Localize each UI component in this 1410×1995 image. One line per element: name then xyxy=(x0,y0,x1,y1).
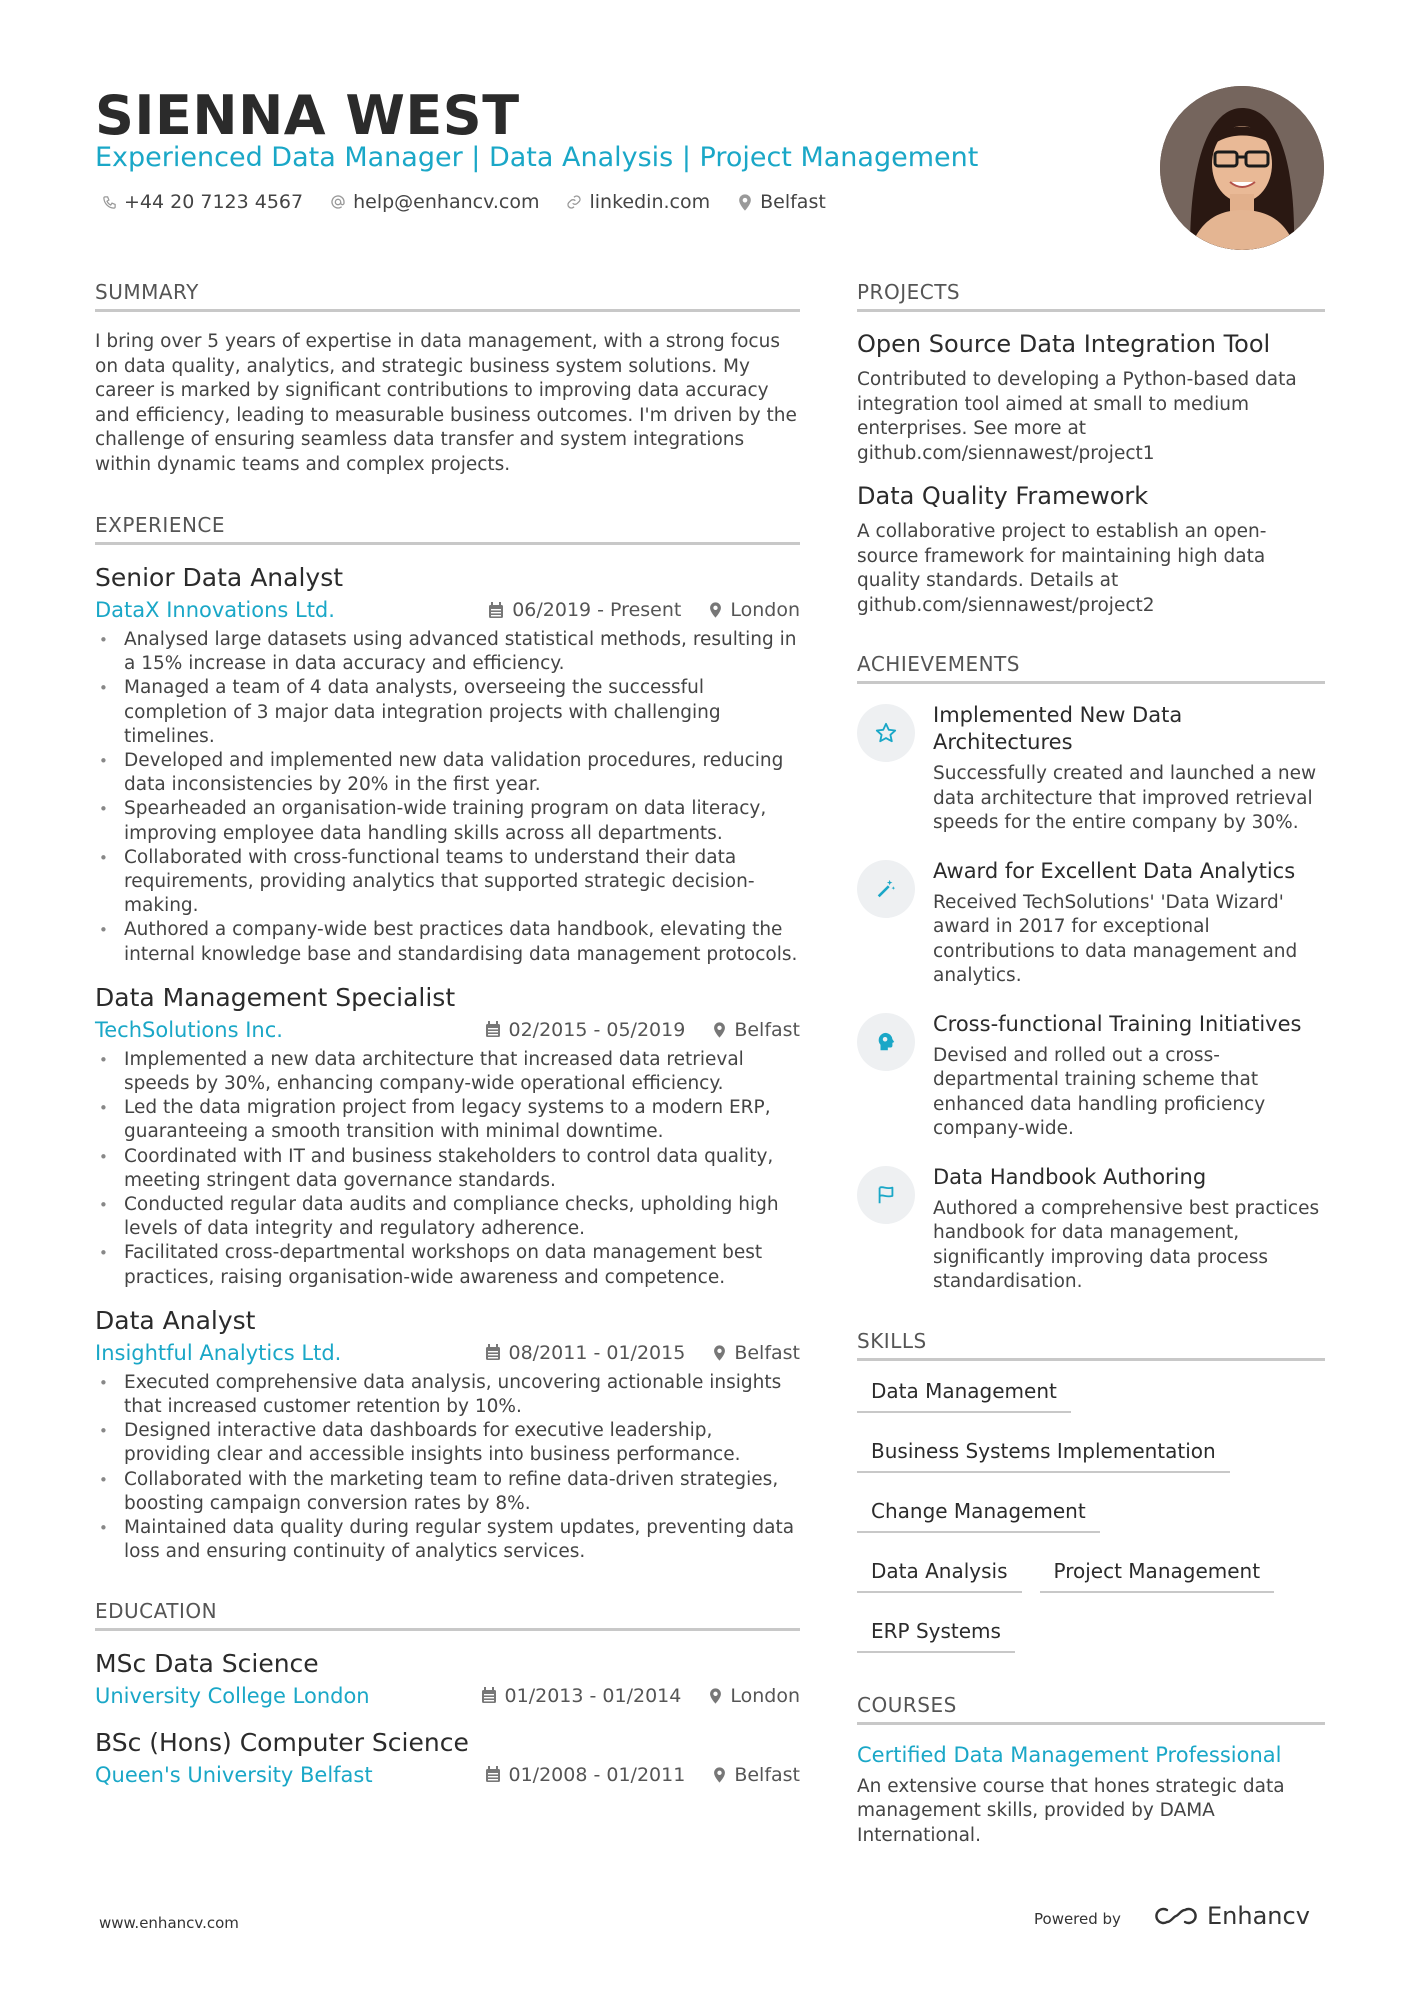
achievements-heading: ACHIEVEMENTS xyxy=(857,652,1325,684)
achievement-entry xyxy=(857,1164,1325,1295)
linkedin-text: linkedin.com xyxy=(589,191,711,213)
job-bullet: • Implemented a new data architecture that increased data retrieval speeds by 30%, enhancing company-wide operational efficiency. xyxy=(95,1048,800,1096)
course-title: Certified Data Management Professional xyxy=(857,1742,1282,1767)
contact-phone xyxy=(100,191,303,213)
experience-section xyxy=(95,513,800,1565)
job-company: TechSolutions Inc. xyxy=(95,1017,283,1042)
phone-icon xyxy=(100,193,118,211)
education-location: London xyxy=(730,1684,800,1707)
achievement-description: Received TechSolutions' 'Data Wizard' award in 2017 for exceptional contributions to data management and analytics. xyxy=(933,891,1298,986)
achievement-entry xyxy=(857,858,1325,989)
job-bullet: • Managed a team of 4 data analysts, overseeing the successful completion of 3 major data integration projects with challenging timelines. xyxy=(95,676,800,749)
skills-section xyxy=(857,1329,1325,1653)
location-pin-icon xyxy=(713,1345,726,1361)
flag-icon xyxy=(857,1166,915,1224)
courses-section xyxy=(857,1693,1325,1849)
education-meta-right xyxy=(485,1764,801,1786)
education-degree: BSc (Hons) Computer Science xyxy=(95,1727,469,1757)
achievement-body xyxy=(933,858,1325,989)
achievement-description: Successfully created and launched a new data architecture that improved retrieval speeds for the entire company by 30%. xyxy=(933,763,1317,833)
achievement-title: Data Handbook Authoring xyxy=(933,1164,1207,1189)
profile-photo xyxy=(1160,86,1324,250)
skill-tag: ERP Systems xyxy=(857,1615,1015,1653)
education-meta xyxy=(95,1763,800,1787)
job-role: Data Management Specialist xyxy=(95,982,456,1012)
job-location: London xyxy=(730,599,800,621)
skills-list xyxy=(857,1375,1277,1653)
education-dates: 01/2013 - 01/2014 xyxy=(504,1684,682,1707)
education-location: Belfast xyxy=(734,1763,800,1786)
skill-tag: Project Management xyxy=(1040,1555,1275,1593)
location-pin-icon xyxy=(709,1688,722,1704)
achievement-title: Cross-functional Training Initiatives xyxy=(933,1011,1302,1036)
job-bullet: • Collaborated with the marketing team to refine data-driven strategies, boosting campaign conversion rates by 8%. xyxy=(95,1468,800,1516)
summary-section xyxy=(95,280,800,477)
skill-tag: Data Management xyxy=(857,1375,1071,1413)
education-meta xyxy=(95,1684,800,1708)
job-bullets xyxy=(95,628,800,967)
education-degree: MSc Data Science xyxy=(95,1648,319,1678)
contact-email[interactable] xyxy=(329,191,539,213)
skill-tag: Business Systems Implementation xyxy=(857,1435,1230,1473)
project-entry xyxy=(857,482,1325,618)
contact-location xyxy=(736,191,826,213)
education-dates: 01/2008 - 01/2011 xyxy=(508,1763,686,1786)
right-column xyxy=(857,280,1325,1884)
education-entry xyxy=(95,1649,800,1708)
job-bullet: • Authored a company-wide best practices data handbook, elevating the internal knowledge base and standardising data management protocols. xyxy=(95,918,800,966)
job-bullet: • Coordinated with IT and business stakeholders to control data quality, meeting stringent data governance standards. xyxy=(95,1145,800,1193)
job-meta xyxy=(95,598,800,622)
job-meta-right xyxy=(488,599,800,621)
education-section xyxy=(95,1599,800,1787)
achievement-body xyxy=(933,702,1325,836)
calendar-icon xyxy=(488,602,504,619)
candidate-name: SIENNA WEST xyxy=(95,84,520,147)
projects-heading: PROJECTS xyxy=(857,280,1325,312)
achievement-body xyxy=(933,1164,1325,1295)
link-icon xyxy=(565,193,583,211)
skills-heading: SKILLS xyxy=(857,1329,1325,1361)
calendar-icon xyxy=(481,1687,497,1704)
enhancv-brand-text: Enhancv xyxy=(1207,1902,1310,1930)
job-bullet: • Conducted regular data audits and compliance checks, upholding high levels of data integrity and regulatory adherence. xyxy=(95,1193,800,1241)
job-meta xyxy=(95,1341,800,1365)
job-bullet: • Led the data migration project from legacy systems to a modern ERP, guaranteeing a smooth transition with minimal downtime. xyxy=(95,1096,800,1144)
skill-tag: Change Management xyxy=(857,1495,1100,1533)
achievement-body xyxy=(933,1011,1325,1142)
education-school: University College London xyxy=(95,1683,370,1708)
job-meta xyxy=(95,1018,800,1042)
job-bullet: • Facilitated cross-departmental workshops on data management best practices, raising organisation-wide awareness and competence. xyxy=(95,1241,800,1289)
education-meta-right xyxy=(481,1685,800,1707)
phone-text: +44 20 7123 4567 xyxy=(124,191,304,213)
location-pin-icon xyxy=(709,602,722,618)
calendar-icon xyxy=(485,1021,501,1038)
job-bullet: • Collaborated with cross-functional teams to understand their data requirements, providing analytics that supported strategic decision-making. xyxy=(95,846,800,919)
project-title: Open Source Data Integration Tool xyxy=(857,330,1271,358)
email-text: help@enhancv.com xyxy=(353,191,540,213)
job-role: Senior Data Analyst xyxy=(95,563,344,592)
location-pin-icon xyxy=(713,1767,726,1783)
job-bullet: • Developed and implemented new data validation procedures, reducing data inconsistencies by 20% in the first year. xyxy=(95,749,800,797)
job-dates: 08/2011 - 01/2015 xyxy=(508,1341,686,1364)
project-entry xyxy=(857,330,1325,466)
job-entry xyxy=(95,1306,800,1565)
job-meta-right xyxy=(485,1019,801,1041)
job-bullet: • Maintained data quality during regular system updates, preventing data loss and ensuring continuity of analytics services. xyxy=(95,1516,800,1564)
projects-section xyxy=(857,280,1325,618)
achievement-description: Devised and rolled out a cross-departmental training scheme that enhanced data handling proficiency company-wide. xyxy=(933,1044,1266,1139)
footer-logo[interactable] xyxy=(1153,1902,1310,1930)
job-company: Insightful Analytics Ltd. xyxy=(95,1340,342,1365)
job-role: Data Analyst xyxy=(95,1305,256,1335)
experience-heading: EXPERIENCE xyxy=(95,513,800,545)
location-pin-icon xyxy=(736,193,754,211)
job-bullets xyxy=(95,1048,800,1290)
job-dates: 02/2015 - 05/2019 xyxy=(508,1018,686,1041)
achievement-description: Authored a comprehensive best practices handbook for data management, significantly improving data process standardisation. xyxy=(933,1197,1320,1292)
course-description: An extensive course that hones strategic data management skills, provided by DAMA International. xyxy=(857,1775,1285,1846)
location-text: Belfast xyxy=(760,191,826,213)
job-company: DataX Innovations Ltd. xyxy=(95,598,335,622)
enhancv-logo-icon xyxy=(1153,1904,1199,1928)
head-brain-icon xyxy=(857,1013,915,1071)
job-location: Belfast xyxy=(734,1018,800,1041)
footer-powered-by: Powered by xyxy=(1034,1910,1121,1928)
achievements-section xyxy=(857,652,1325,1295)
achievement-entry xyxy=(857,1011,1325,1142)
contact-bar xyxy=(100,191,852,213)
job-bullets xyxy=(95,1371,800,1565)
summary-heading: SUMMARY xyxy=(95,280,800,312)
education-entry xyxy=(95,1728,800,1787)
job-entry xyxy=(95,563,800,967)
job-bullet: • Executed comprehensive data analysis, uncovering actionable insights that increased customer retention by 10%. xyxy=(95,1371,800,1419)
project-description: A collaborative project to establish an open-source framework for maintaining high data quality standards. Details at github.com/siennawest/project2 xyxy=(857,521,1267,616)
job-location: Belfast xyxy=(734,1341,800,1364)
education-school: Queen's University Belfast xyxy=(95,1762,373,1787)
contact-linkedin[interactable] xyxy=(565,191,710,213)
achievement-title: Implemented New Data Architectures xyxy=(933,703,1183,754)
job-bullet: • Analysed large datasets using advanced statistical methods, resulting in a 15% increase in data accuracy and efficiency. xyxy=(95,628,800,676)
project-description: Contributed to developing a Python-based data integration tool aimed at small to medium enterprises. See more at github.com/siennawest/project1 xyxy=(857,369,1297,464)
calendar-icon xyxy=(485,1344,501,1361)
star-icon xyxy=(857,704,915,762)
candidate-tagline: Experienced Data Manager | Data Analysis | Project Management xyxy=(95,142,979,173)
job-meta-right xyxy=(485,1342,801,1364)
job-dates: 06/2019 - Present xyxy=(512,599,682,621)
job-bullet: • Spearheaded an organisation-wide training program on data literacy, improving employee data handling skills across all departments. xyxy=(95,797,800,845)
summary-text: I bring over 5 years of expertise in data management, with a strong focus on data quality, analytics, and strategic business system solutions. My career is marked by significant contributions to improving data accuracy and efficiency, leading to measurable business outcomes. I'm driven by the challenge of ensuring seamless data transfer and system integrations within dynamic teams and complex projects. xyxy=(95,331,797,475)
skill-tag: Data Analysis xyxy=(857,1555,1022,1593)
left-column xyxy=(95,280,800,1823)
calendar-icon xyxy=(485,1766,501,1783)
at-icon xyxy=(329,193,347,211)
magic-wand-icon xyxy=(857,860,915,918)
job-bullet: • Designed interactive data dashboards for executive leadership, providing clear and accessible insights into business performance. xyxy=(95,1419,800,1467)
achievement-entry xyxy=(857,702,1325,836)
courses-heading: COURSES xyxy=(857,1693,1325,1725)
location-pin-icon xyxy=(713,1022,726,1038)
education-heading: EDUCATION xyxy=(95,1599,800,1631)
achievement-title: Award for Excellent Data Analytics xyxy=(933,858,1296,883)
footer-url[interactable]: www.enhancv.com xyxy=(99,1914,239,1932)
project-title: Data Quality Framework xyxy=(857,482,1149,510)
job-entry xyxy=(95,983,800,1290)
